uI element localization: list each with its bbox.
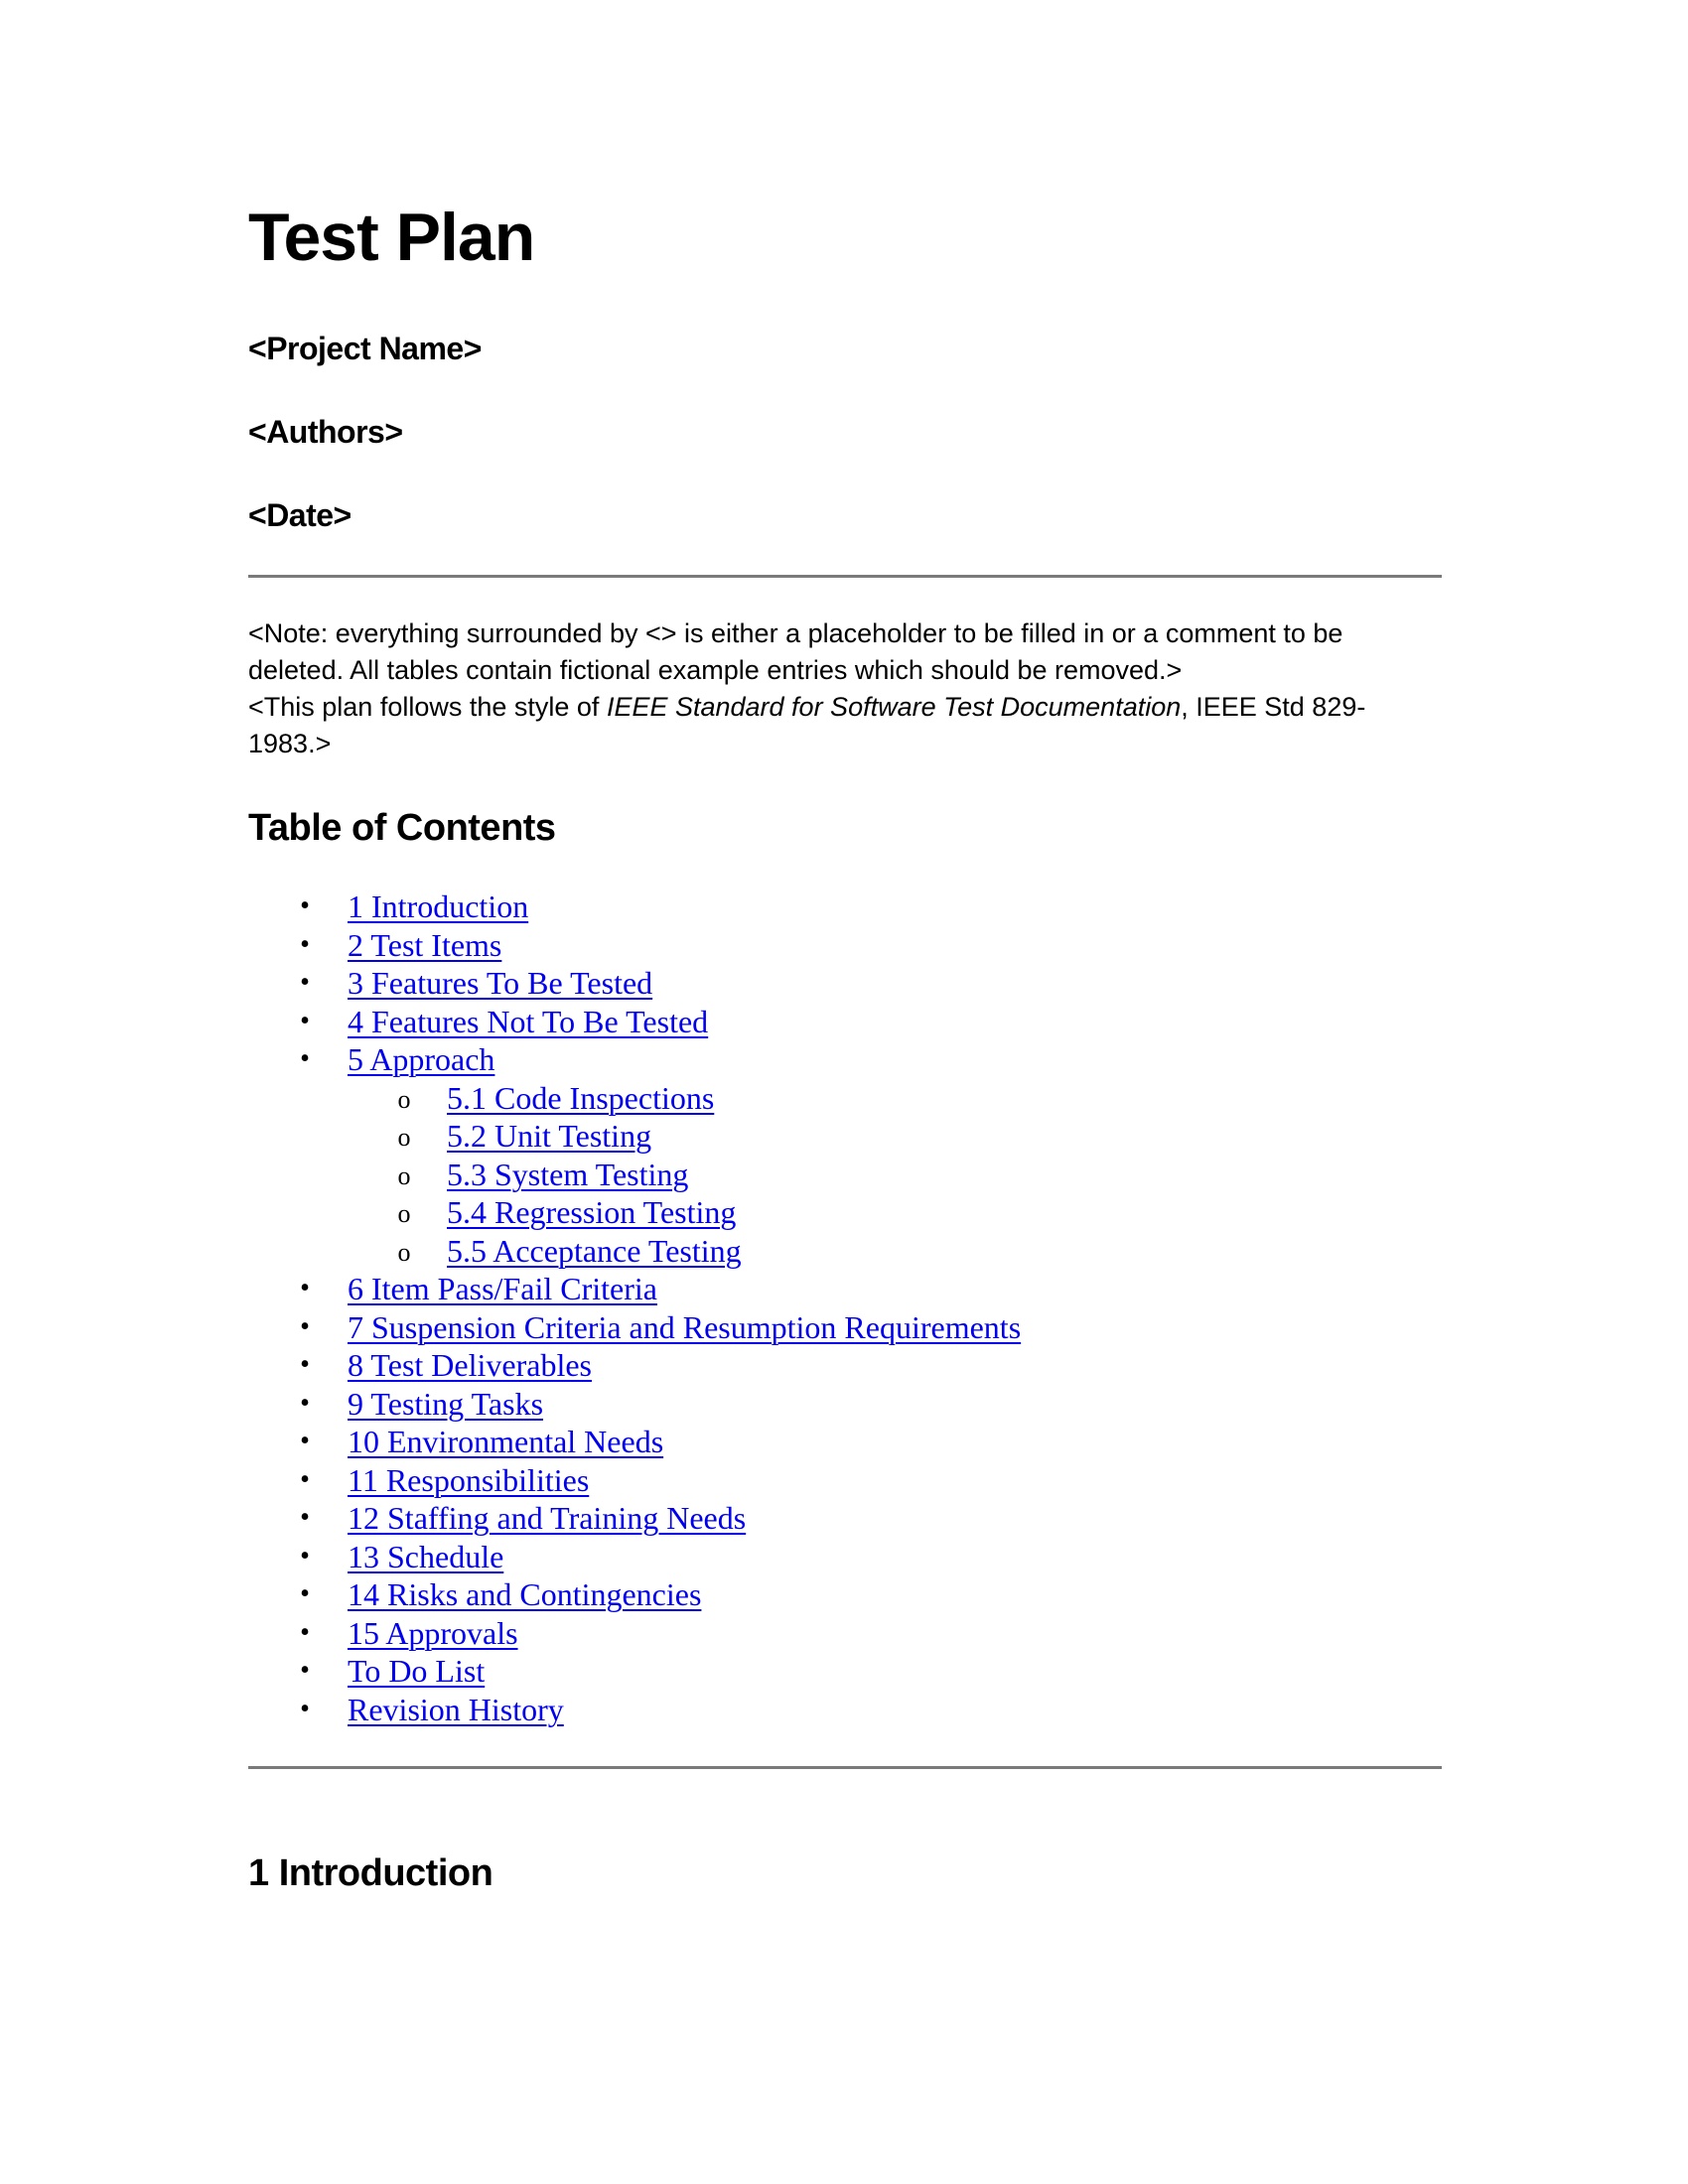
template-notes bbox=[248, 615, 1440, 762]
bullet-icon: • bbox=[300, 1655, 310, 1686]
toc-item bbox=[248, 1691, 1021, 1729]
bullet-icon: • bbox=[300, 1463, 310, 1495]
toc-link[interactable]: 4 Features Not To Be Tested bbox=[348, 1003, 709, 1039]
note-placeholder-text: <Note: everything surrounded by <> is either a placeholder to be filled in or a comment to be deleted. All tables contain fictional example entries which should be removed.> bbox=[248, 618, 1343, 685]
toc-link[interactable]: 5.5 Acceptance Testing bbox=[447, 1232, 742, 1269]
project-name: <Project Name> bbox=[248, 331, 482, 366]
toc-link[interactable]: 5.2 Unit Testing bbox=[447, 1118, 652, 1154]
bullet-icon: • bbox=[300, 1426, 310, 1456]
toc-item bbox=[248, 1499, 1021, 1538]
note-standard-title: IEEE Standard for Software Test Documentation bbox=[606, 692, 1182, 722]
bullet-icon: • bbox=[300, 967, 310, 998]
toc-link[interactable]: 8 Test Deliverables bbox=[348, 1347, 592, 1383]
bullet-icon: • bbox=[300, 1502, 310, 1533]
toc-item bbox=[248, 1346, 1021, 1385]
toc-link[interactable]: 6 Item Pass/Fail Criteria bbox=[348, 1271, 657, 1306]
horizontal-rule bbox=[248, 1766, 1442, 1769]
note-style-prefix: <This plan follows the style of bbox=[248, 692, 607, 722]
bullet-icon: • bbox=[300, 1349, 310, 1380]
circle-bullet-icon: o bbox=[397, 1199, 411, 1228]
circle-bullet-icon: o bbox=[397, 1237, 411, 1267]
toc-link[interactable]: 10 Environmental Needs bbox=[348, 1424, 664, 1459]
document-date: <Date> bbox=[248, 497, 352, 533]
circle-bullet-icon: o bbox=[397, 1084, 411, 1114]
toc-link[interactable]: 5.3 System Testing bbox=[447, 1156, 689, 1192]
note-style-reference bbox=[248, 689, 1440, 762]
toc-link[interactable]: 3 Features To Be Tested bbox=[348, 965, 653, 1001]
toc-item bbox=[248, 1423, 1021, 1461]
toc-item bbox=[248, 1193, 1021, 1232]
toc-link[interactable]: 12 Staffing and Training Needs bbox=[348, 1500, 747, 1536]
toc-item bbox=[248, 1117, 1021, 1156]
toc-link[interactable]: 1 Introduction bbox=[348, 888, 529, 924]
toc-item bbox=[248, 1232, 1021, 1271]
section-heading-introduction: 1 Introduction bbox=[248, 1852, 493, 1894]
toc-link[interactable]: 13 Schedule bbox=[348, 1538, 504, 1574]
toc-link[interactable]: 5.1 Code Inspections bbox=[447, 1079, 715, 1116]
toc-item bbox=[248, 1461, 1021, 1500]
toc-link[interactable]: To Do List bbox=[348, 1653, 486, 1689]
bullet-icon: • bbox=[300, 1578, 310, 1609]
toc-item bbox=[248, 887, 1021, 926]
toc-item bbox=[248, 1614, 1021, 1653]
table-of-contents bbox=[248, 887, 1021, 1728]
toc-item bbox=[248, 1652, 1021, 1691]
toc-link[interactable]: 11 Responsibilities bbox=[348, 1461, 590, 1498]
horizontal-rule bbox=[248, 575, 1442, 578]
toc-item bbox=[248, 1156, 1021, 1194]
toc-item bbox=[248, 1575, 1021, 1614]
bullet-icon: • bbox=[300, 928, 310, 960]
toc-item bbox=[248, 1003, 1021, 1041]
toc-link[interactable]: 5 Approach bbox=[348, 1041, 495, 1077]
bullet-icon: • bbox=[300, 1043, 310, 1074]
toc-heading: Table of Contents bbox=[248, 807, 556, 849]
bullet-icon: • bbox=[300, 1387, 310, 1419]
bullet-icon: • bbox=[300, 1273, 310, 1303]
toc-item bbox=[248, 1538, 1021, 1576]
toc-item bbox=[248, 926, 1021, 965]
bullet-icon: • bbox=[300, 1005, 310, 1036]
toc-item bbox=[248, 964, 1021, 1003]
toc-link[interactable]: 7 Suspension Criteria and Resumption Requirements bbox=[348, 1308, 1022, 1345]
toc-item bbox=[248, 1040, 1021, 1079]
document-title: Test Plan bbox=[248, 200, 535, 275]
toc-link[interactable]: 15 Approvals bbox=[348, 1614, 518, 1651]
bullet-icon: • bbox=[300, 1310, 310, 1342]
toc-link[interactable]: 9 Testing Tasks bbox=[348, 1385, 544, 1422]
circle-bullet-icon: o bbox=[397, 1160, 411, 1190]
authors: <Authors> bbox=[248, 414, 403, 450]
toc-link[interactable]: Revision History bbox=[348, 1691, 564, 1727]
circle-bullet-icon: o bbox=[397, 1123, 411, 1152]
bullet-icon: • bbox=[300, 1540, 310, 1571]
toc-link[interactable]: 14 Risks and Contingencies bbox=[348, 1576, 702, 1612]
toc-link[interactable]: 2 Test Items bbox=[348, 926, 502, 963]
toc-item bbox=[248, 1270, 1021, 1308]
toc-item bbox=[248, 1079, 1021, 1118]
bullet-icon: • bbox=[300, 1616, 310, 1648]
toc-item bbox=[248, 1308, 1021, 1347]
bullet-icon: • bbox=[300, 890, 310, 921]
toc-link[interactable]: 5.4 Regression Testing bbox=[447, 1194, 737, 1230]
bullet-icon: • bbox=[300, 1693, 310, 1724]
toc-item bbox=[248, 1385, 1021, 1424]
note-style-suffix: , IEEE Std 829-1983.> bbox=[248, 692, 1366, 758]
